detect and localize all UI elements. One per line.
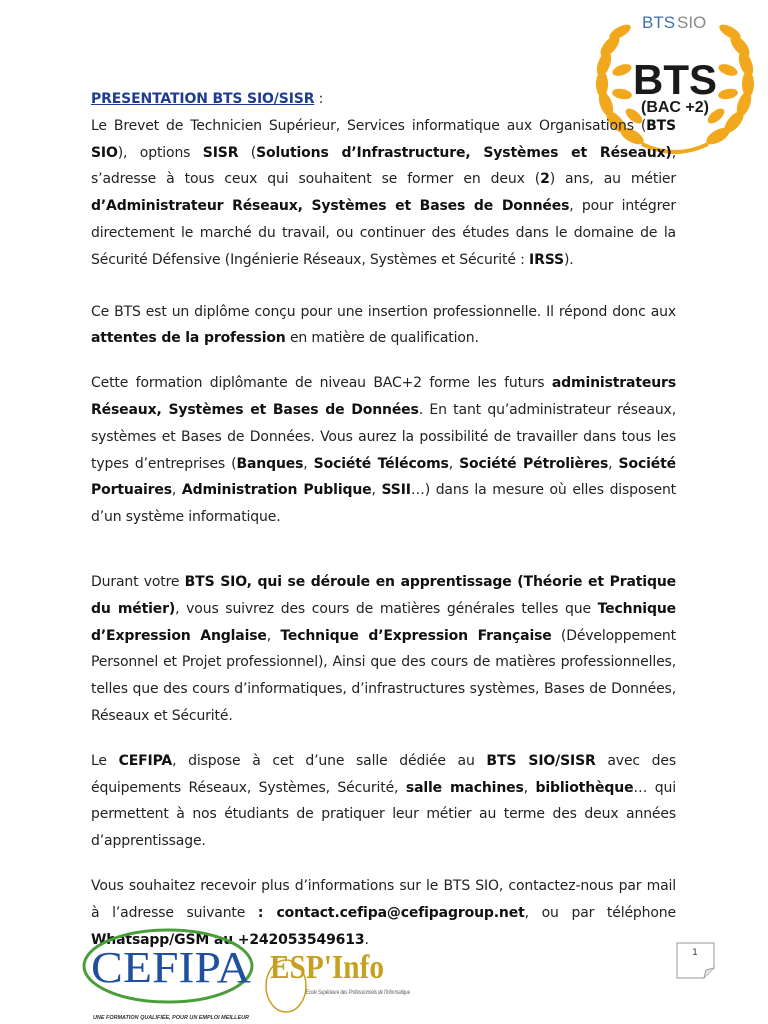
bold-text-run: Banques xyxy=(236,455,304,472)
cefipa-tagline-text: UNE FORMATION QUALIFIÉE, POUR UN EMPLOI MEILLEUR xyxy=(93,1015,251,1021)
paragraph-formation xyxy=(91,370,676,531)
cefipa-logo xyxy=(80,926,262,1024)
cefipa-name-text: CEFIPA xyxy=(91,943,252,992)
text-run: Ce BTS est un diplôme conçu pour une insertion professionnelle. Il répond donc aux xyxy=(91,303,676,320)
bold-text-run: BTS SIO xyxy=(91,117,676,161)
text-run: , xyxy=(171,482,182,499)
presentation-heading xyxy=(91,86,676,113)
text-run: , pour intégrer directement le marché du travail, ou continuer des études dans le domaine de la Sécurité Défensive (Ingénierie Réseaux, Systèmes et Sécurité : xyxy=(91,198,676,268)
text-run: , vous suivrez des cours de matières générales telles que xyxy=(175,600,598,617)
text-run: , s’adresse à tous ceux qui souhaitent se former en deux ( xyxy=(91,144,676,188)
paragraph-apprentissage xyxy=(91,569,676,730)
bold-text-run: SISR xyxy=(202,144,239,161)
text-run: en matière de qualification. xyxy=(285,330,479,347)
paragraph-insertion xyxy=(91,299,676,353)
bts-prefix-text: BTS xyxy=(642,13,676,32)
page-number-box xyxy=(676,942,716,980)
bold-text-run: BTS SIO, qui se déroule en apprentissage (Théorie et Pratique du métier) xyxy=(91,573,676,617)
text-run: . xyxy=(364,931,369,948)
text-run: ( xyxy=(238,144,257,161)
bold-text-run: : contact.cefipa@cefipagroup.net xyxy=(257,904,525,921)
bold-text-run: 2 xyxy=(540,171,550,188)
bold-text-run: IRSS xyxy=(529,251,564,268)
bold-text-run: Solutions d’Infrastructure, Systèmes et Réseaux) xyxy=(256,144,672,161)
bts-main-text: BTS xyxy=(633,56,717,103)
paragraph-equipements xyxy=(91,748,676,855)
bold-text-run: Whatsapp/GSM au +242053549613 xyxy=(91,931,365,948)
bold-text-run: attentes de la profession xyxy=(91,330,286,347)
text-run: ) ans, au métier xyxy=(549,171,677,188)
bold-text-run: salle machines xyxy=(405,779,524,796)
bold-text-run: Administration Publique xyxy=(181,482,372,499)
text-run: , dispose à cet d’une salle dédiée au xyxy=(172,752,487,769)
text-run: Le Brevet de Technicien Supérieur, Services informatique aux Organisations ( xyxy=(91,117,647,134)
text-run: , xyxy=(266,627,281,644)
bold-text-run: Société Portuaires xyxy=(91,455,676,499)
bold-text-run: bibliothèque xyxy=(535,779,634,796)
page-number: 1 xyxy=(692,948,698,958)
text-run: , xyxy=(448,455,460,472)
espinfo-name-text: ESP'Info xyxy=(270,949,384,986)
text-run: , xyxy=(303,455,314,472)
text-run: …) dans la mesure où elles disposent d’un système informatique. xyxy=(91,482,677,526)
bold-text-run: d’Administrateur Réseaux, Systèmes et Bases de Données xyxy=(91,198,570,215)
bold-text-run: Technique d’Expression Française xyxy=(280,627,552,644)
text-run: , ou par téléphone xyxy=(524,904,676,921)
bold-text-run: SSII xyxy=(381,482,411,499)
text-run: ). xyxy=(563,251,574,268)
text-run: , xyxy=(523,779,536,796)
bold-text-run: CEFIPA xyxy=(118,752,173,769)
sio-suffix-text: SIO xyxy=(677,13,707,32)
bold-text-run: Société Pétrolières xyxy=(459,455,609,472)
bold-text-run: Technique d’Expression Anglaise xyxy=(91,600,676,644)
text-run: ), options xyxy=(117,144,203,161)
bac-level-text: (BAC +2) xyxy=(640,99,710,116)
text-run: Vous souhaitez recevoir plus d’informations sur le BTS SIO, contactez-nous par mail à l’adresse suivante xyxy=(91,877,676,921)
text-run: . En tant qu’administrateur réseaux, systèmes et Bases de Données. Vous aurez la possibilité de travailler dans tous les types d’entreprises ( xyxy=(91,401,676,472)
text-run: , xyxy=(371,482,382,499)
paragraph-intro xyxy=(91,113,676,274)
text-run: Le xyxy=(91,752,119,769)
text-run: Durant votre xyxy=(91,573,185,590)
presentation-title-link[interactable]: PRESENTATION BTS SIO/SISR xyxy=(91,91,315,107)
text-run: avec des équipements Réseaux, Systèmes, Sécurité, xyxy=(91,752,676,796)
heading-suffix: : xyxy=(314,91,324,107)
text-run: , xyxy=(608,455,619,472)
bold-text-run: BTS SIO/SISR xyxy=(486,752,596,769)
bold-text-run: administrateurs Réseaux, Systèmes et Bases de Données xyxy=(91,375,676,418)
bold-text-run: Société Télécoms xyxy=(313,455,449,472)
text-run: Cette formation diplômante de niveau BAC+2 forme les futurs xyxy=(91,375,552,392)
text-run: … qui permettent à nos étudiants de pratiquer leur métier au terme des deux années d’apprentissage. xyxy=(91,779,677,850)
document-body xyxy=(91,86,676,953)
espinfo-logo xyxy=(262,931,414,1024)
text-run: (Développement Personnel et Projet professionnel), Ainsi que des cours de matières professionnelles, telles que des cours d’informatiques, d’infrastructures systèmes, Bases de Données, Réseaux et Sécurité. xyxy=(91,627,676,724)
espinfo-subtitle-text: Ecole Supérieure des Professionnels de l'Informatique xyxy=(306,990,411,996)
